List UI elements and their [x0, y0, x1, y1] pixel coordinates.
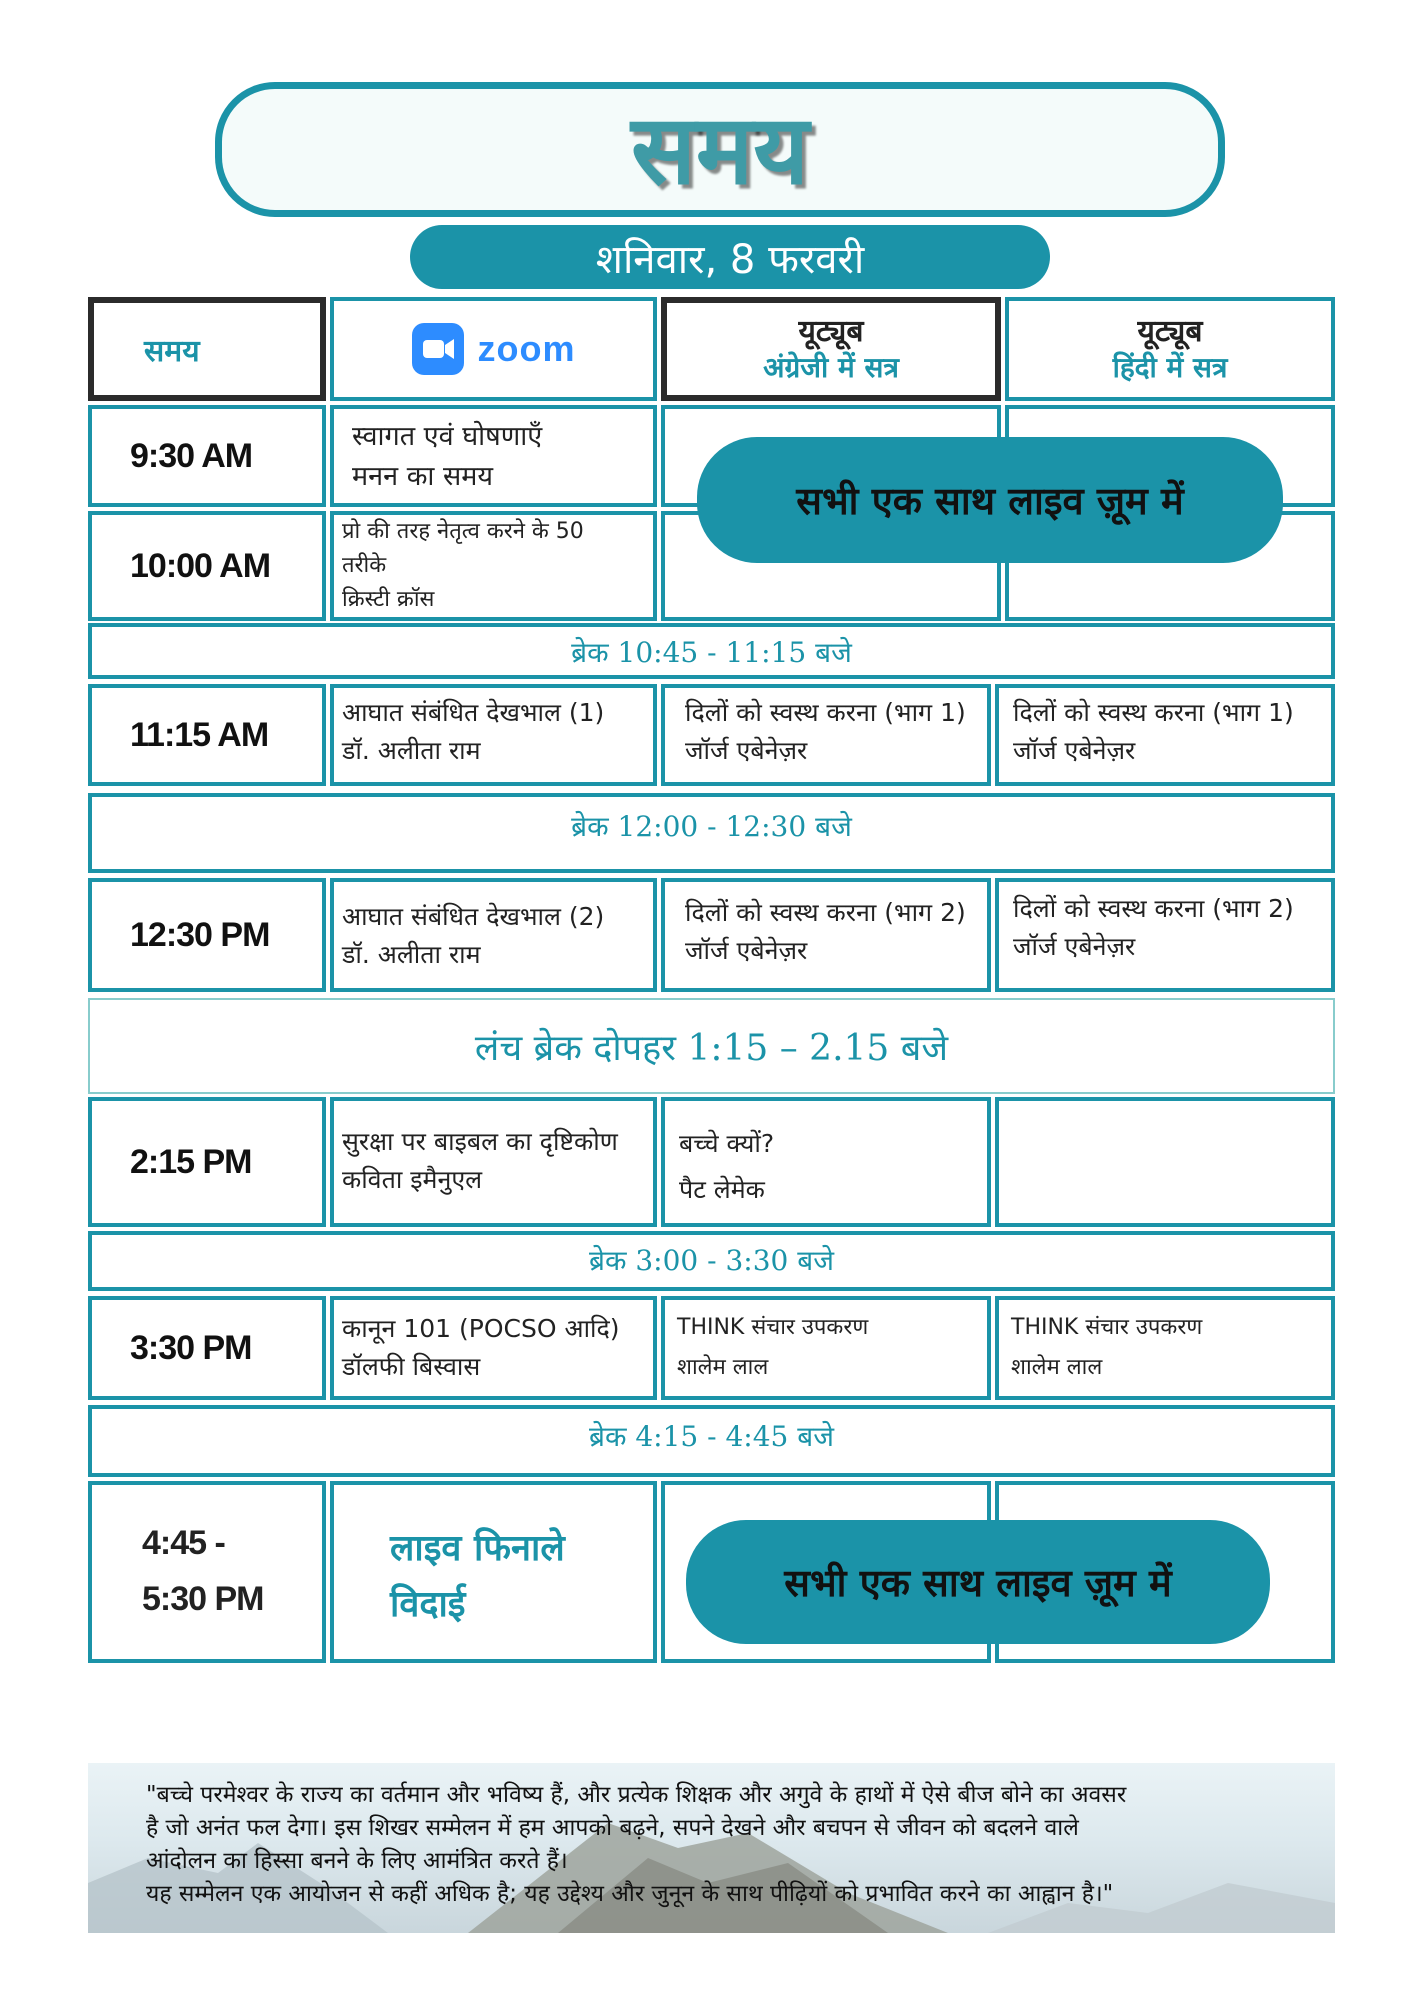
finale-title: लाइव फिनाले: [390, 1528, 565, 1569]
time-1230: 12:30 PM: [88, 878, 326, 992]
time-330: 3:30 PM: [88, 1296, 326, 1400]
session-speaker: डॉलफी बिस्वास: [342, 1352, 481, 1381]
session-title: स्वागत एवं घोषणाएँ: [352, 421, 543, 452]
finale-subtitle: विदाई: [390, 1584, 466, 1625]
session-speaker: शालेम लाल: [1011, 1355, 1103, 1380]
empty-cell: [995, 1097, 1335, 1227]
header-yt-english-title: यूट्यूब: [798, 313, 864, 349]
footer-line: "बच्चे परमेश्वर के राज्य का वर्तमान और भविष्य हैं, और प्रत्येक शिक्षक और अगुवे के हाथों में ऐसे बीज बोने का अवसर: [146, 1782, 1127, 1808]
session-speaker: शालेम लाल: [677, 1355, 769, 1380]
header-yt-hindi: [1005, 297, 1335, 401]
session-title: आघात संबंधित देखभाल (2): [342, 902, 605, 931]
session-why-children: [661, 1097, 991, 1227]
session-subtitle: मनन का समय: [352, 461, 494, 492]
date-banner: शनिवार, 8 फरवरी: [410, 225, 1050, 289]
footer-line: है जो अनंत फल देगा। इस शिखर सम्मेलन में हम आपको बढ़ने, सपने देखने और बचपन से जीवन को बदलने वाले: [146, 1815, 1079, 1841]
session-trauma-1: [330, 684, 657, 786]
session-speaker: क्रिस्टी क्रॉस: [342, 587, 435, 612]
break-row: ब्रेक 12:00 - 12:30 बजे: [88, 793, 1335, 873]
header-zoom: [330, 297, 657, 401]
title-box: [215, 82, 1225, 217]
header-time-label: समय: [144, 333, 200, 369]
footer-quote-banner: [88, 1763, 1335, 1933]
session-healing-en-2: [661, 878, 991, 992]
session-title: दिलों को स्वस्थ करना (भाग 2): [1013, 894, 1294, 923]
session-healing-hi-1: [995, 684, 1335, 786]
session-think-en: [661, 1296, 991, 1400]
session-title: THINK संचार उपकरण: [1011, 1315, 1203, 1340]
header-yt-english: [661, 297, 1001, 401]
session-speaker: डॉ. अलीता राम: [342, 736, 481, 765]
header-yt-english-sub: अंग्रेजी में सत्र: [763, 351, 899, 385]
header-time: [88, 297, 326, 401]
all-live-zoom-banner: सभी एक साथ लाइव ज़ूम में: [686, 1520, 1270, 1644]
footer-quote: [88, 1763, 1335, 1911]
session-speaker: जॉर्ज एबेनेज़र: [1013, 932, 1136, 961]
session-law-101: [330, 1296, 657, 1400]
session-title: दिलों को स्वस्थ करना (भाग 1): [1013, 698, 1294, 727]
session-healing-hi-2: [995, 878, 1335, 992]
session-healing-en-1: [661, 684, 991, 786]
lunch-break-row: लंच ब्रेक दोपहर 1:15 – 2.15 बजे: [88, 998, 1335, 1094]
zoom-logo-text: zoom: [477, 328, 576, 369]
all-live-zoom-banner: सभी एक साथ लाइव ज़ूम में: [697, 437, 1283, 563]
session-speaker: जॉर्ज एबेनेज़र: [685, 736, 808, 765]
session-speaker: कविता इमैनुएल: [342, 1165, 483, 1194]
session-think-hi: [995, 1296, 1335, 1400]
time-930: 9:30 AM: [88, 405, 326, 507]
time-215: 2:15 PM: [88, 1097, 326, 1227]
time-end: 5:30 PM: [142, 1580, 264, 1618]
session-title: बच्चे क्यों?: [679, 1129, 775, 1158]
session-trauma-2: [330, 878, 657, 992]
footer-line: यह सम्मेलन एक आयोजन से कहीं अधिक है; यह उद्देश्य और जुनून के साथ पीढ़ियों को प्रभावित करने का आह्वान है।": [146, 1881, 1114, 1907]
session-bible-safety: [330, 1097, 657, 1227]
time-445: [88, 1481, 326, 1663]
session-speaker: डॉ. अलीता राम: [342, 940, 481, 969]
session-title: सुरक्षा पर बाइबल का दृष्टिकोण: [342, 1127, 618, 1156]
break-row: ब्रेक 10:45 - 11:15 बजे: [88, 623, 1335, 679]
session-speaker: पैट लेमेक: [679, 1175, 765, 1204]
session-welcome: [330, 405, 657, 507]
session-title-cont: तरीके: [342, 553, 387, 578]
break-row: ब्रेक 4:15 - 4:45 बजे: [88, 1405, 1335, 1477]
session-title: कानून 101 (POCSO आदि): [342, 1314, 620, 1343]
header-yt-hindi-title: यूट्यूब: [1137, 313, 1203, 349]
footer-line: आंदोलन का हिस्सा बनने के लिए आमंत्रित करते हैं।: [146, 1848, 568, 1874]
session-title: प्रो की तरह नेतृत्व करने के 50: [342, 519, 584, 544]
session-title: दिलों को स्वस्थ करना (भाग 2): [685, 898, 966, 927]
break-row: ब्रेक 3:00 - 3:30 बजे: [88, 1231, 1335, 1291]
time-1115: 11:15 AM: [88, 684, 326, 786]
time-start: 4:45 -: [142, 1524, 225, 1562]
live-finale-cell: [330, 1481, 657, 1663]
session-speaker: जॉर्ज एबेनेज़र: [685, 936, 808, 965]
session-title: THINK संचार उपकरण: [677, 1315, 869, 1340]
session-title: दिलों को स्वस्थ करना (भाग 1): [685, 698, 966, 727]
session-leadership: [330, 511, 657, 621]
zoom-camera-icon: [412, 323, 464, 375]
session-title: आघात संबंधित देखभाल (1): [342, 698, 605, 727]
page-title: समय: [631, 93, 809, 206]
header-yt-hindi-sub: हिंदी में सत्र: [1112, 351, 1228, 385]
session-speaker: जॉर्ज एबेनेज़र: [1013, 736, 1136, 765]
time-1000: 10:00 AM: [88, 511, 326, 621]
